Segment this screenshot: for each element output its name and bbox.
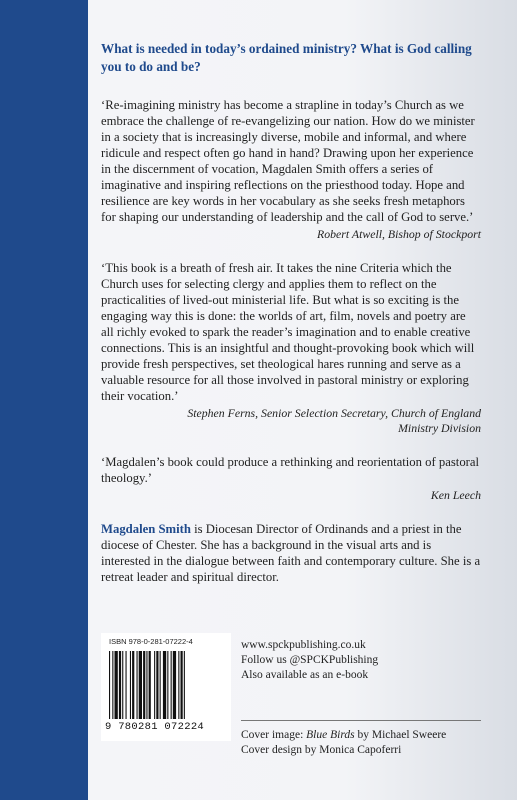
cover-credits: [241, 728, 446, 758]
endorsement-quote-3: ‘Magdalen’s book could produce a rethinking and reorientation of pastoral theology.’: [101, 455, 480, 485]
barcode-bar: [167, 651, 168, 719]
barcode-bars: [109, 651, 221, 719]
back-cover-text: [101, 40, 481, 585]
publisher-links: [241, 638, 378, 683]
barcode-digits: 9 780281 072224: [105, 721, 205, 733]
barcode-bar: [137, 651, 138, 719]
isbn-label: ISBN 978-0-281-07222-4: [109, 637, 193, 646]
barcode-bar: [139, 651, 142, 719]
barcode-box: [101, 633, 231, 741]
cover-image-credit: Cover image: Blue Birds by Michael Sweere: [241, 729, 447, 741]
barcode-bar: [173, 651, 176, 719]
barcode-bar: [115, 651, 118, 719]
publisher-website[interactable]: www.spckpublishing.co.uk: [241, 639, 366, 651]
barcode-bar: [122, 651, 123, 719]
endorsement-attribution-3: Ken Leech: [430, 488, 481, 502]
endorsement-quote-1: ‘Re-imagining ministry has become a strapline in today’s Church as we embrace the challenge of re-evangelizing our nation. How do we minister in a society that is increasingly diverse, mobile and informal, and where ridicule and respect often go hand in hand? Drawing upon her experience in the discernment of vocation, Magdalen Smith offers a series of imaginative and inspiring reflections on the priesthood today. Hope and resilience are key words in her vocabulary as she seeks fresh metaphors for shaping our understanding of leadership and the call of God to serve.’: [101, 98, 475, 224]
barcode-bar: [181, 651, 183, 719]
barcode-bar: [132, 651, 134, 719]
barcode-bar: [126, 651, 127, 719]
cover-design-credit: Cover design by Monica Capoferri: [241, 744, 402, 756]
cover-spine-band: [0, 0, 88, 800]
barcode-bar: [119, 651, 121, 719]
barcode-bar: [178, 651, 179, 719]
barcode-bar: [143, 651, 145, 719]
barcode-bar: [149, 651, 151, 719]
barcode-bar: [112, 651, 113, 719]
lead-question: What is needed in today’s ordained ministry? What is God calling you to do and be?: [101, 41, 472, 74]
credits-divider: [241, 720, 481, 721]
publisher-social[interactable]: Follow us @SPCKPublishing: [241, 654, 379, 666]
endorsement-attribution-2-line1: Stephen Ferns, Senior Selection Secretary, Church of England: [187, 406, 481, 420]
endorsement-quote-2: ‘This book is a breath of fresh air. It takes the nine Criteria which the Church uses for selecting clergy and applies them to reflect on the practicalities of lived-out ministerial life. But what is so exciting is the engaging way this is done: the worlds of art, film, novels and poetry are all richly evoked to spark the reader’s imagination and to enable creative connections. This is an insightful and thought-provoking book which will provide fresh perspectives, set theological hares running and serve as a valuable resource for all those involved in pastoral ministry or exploring their vocation.’: [101, 261, 475, 403]
ebook-note: Also available as an e-book: [241, 669, 369, 681]
barcode-bar: [160, 651, 161, 719]
endorsement-attribution-2: [101, 406, 481, 436]
barcode-bar: [109, 651, 110, 719]
barcode-bar: [171, 651, 172, 719]
barcode-bar: [146, 651, 147, 719]
endorsement-attribution-1: Robert Atwell, Bishop of Stockport: [317, 227, 481, 241]
author-name: Magdalen Smith: [101, 522, 191, 536]
barcode-bar: [156, 651, 158, 719]
author-bio: [101, 521, 481, 585]
endorsement-attribution-2-line2: Ministry Division: [398, 421, 481, 435]
author-bio-text: is Diocesan Director of Ordinands and a priest in the diocese of Chester. She has a background in the visual arts and is interested in the dialogue between faith and contemporary culture. She is a retreat leader and spiritual director.: [101, 522, 481, 584]
barcode-bar: [184, 651, 185, 719]
barcode-bar: [130, 651, 131, 719]
barcode-bar: [154, 651, 155, 719]
barcode-bar: [163, 651, 166, 719]
